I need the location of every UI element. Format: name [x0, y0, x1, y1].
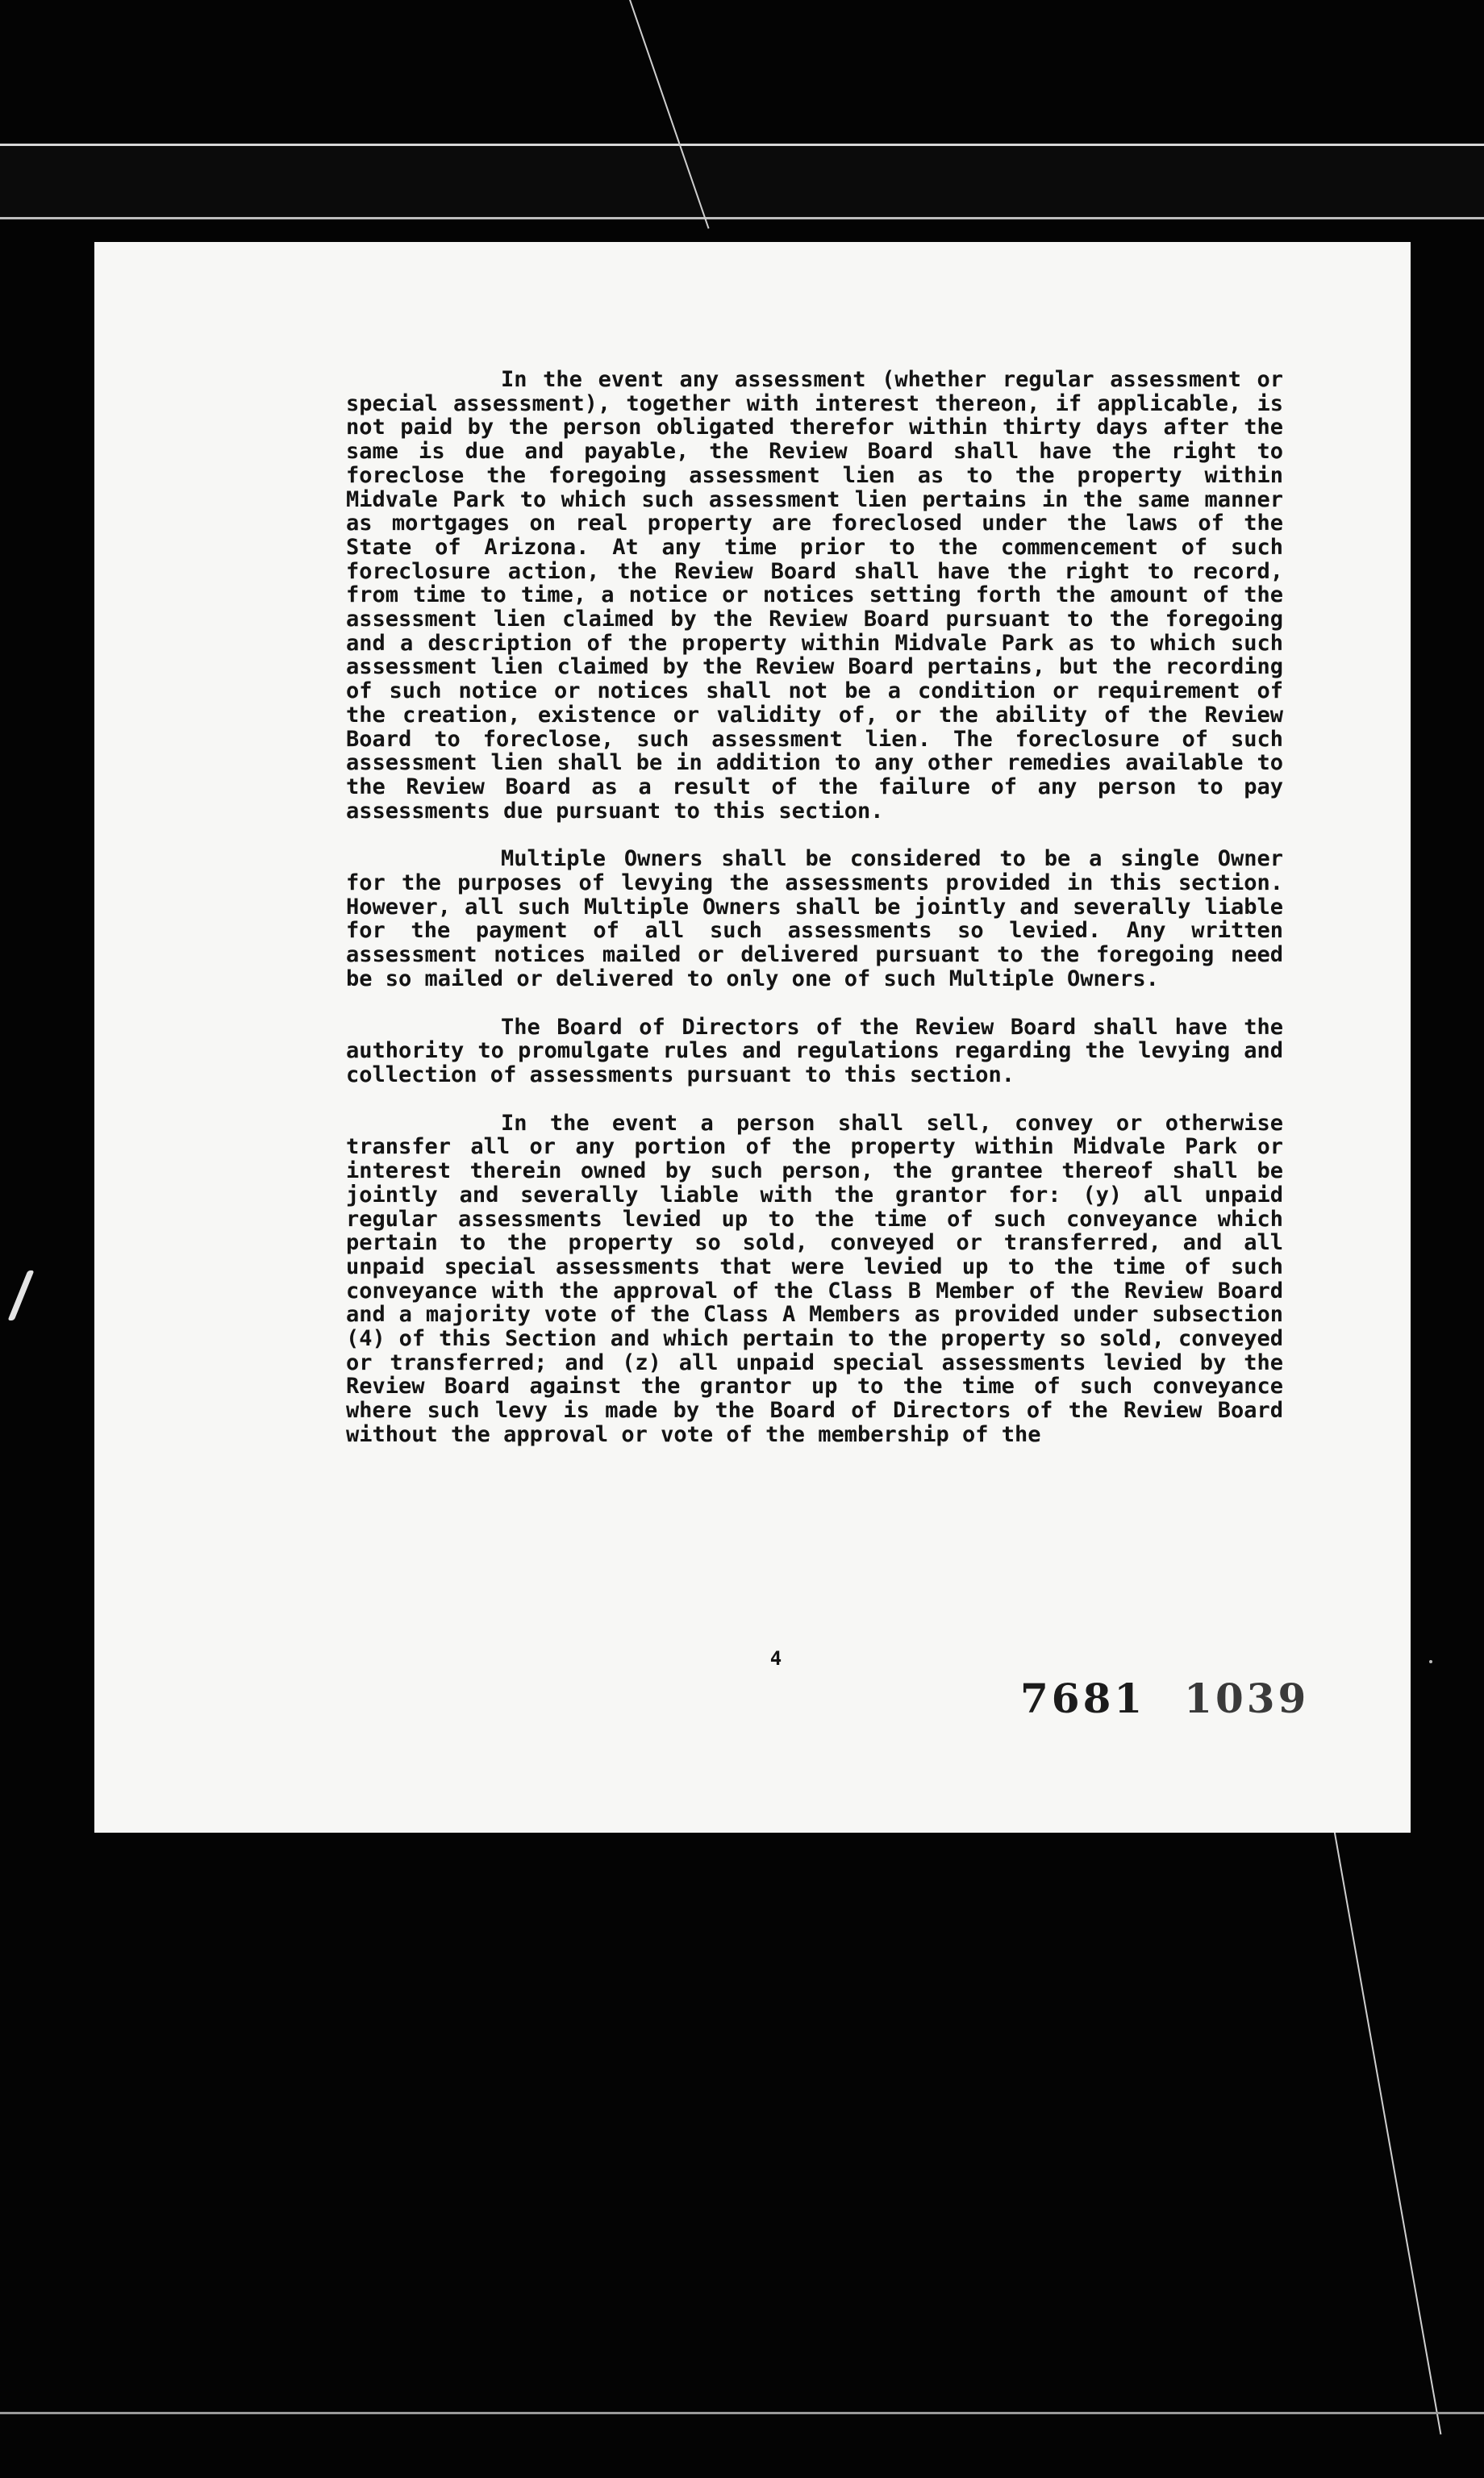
scanner-top-band: [0, 144, 1484, 219]
stamp-book-number: 7681: [1020, 1675, 1146, 1722]
scan-speck: [1429, 1660, 1432, 1663]
paragraph-multiple-owners: Multiple Owners shall be considered to be a single Owner for the purposes of levying the assessments provided in this section. However, all such Multiple Owners shall be jointly and severally liable for the payment of all such assessments so levied. Any written assessment notices mailed or delivered pursuant to the foregoing need be so mailed or delivered to only one of such Multiple Owners.: [346, 846, 1283, 991]
paragraph-transfer-liability: In the event a person shall sell, convey or otherwise transfer all or any portion of the property within Midvale Park or interest therein owned by such person, the grantee thereof shall be jointly and severally liable with the grantor for: (y) all unpaid regular assessments levied up to the time of such conveyance which pertain to the property so sold, conveyed or transferred, and all unpaid special assessments that were levied up to the time of such conveyance with the approval of the Class B Member of the Review Board and a majority vote of the Class A Members as provided under subsection (4) of this Section and which pertain to the property so sold, conveyed or transferred; and (z) all unpaid special assessments levied by the Review Board against the grantor up to the time of such conveyance where such levy is made by the Board of Directors of the Review Board without the approval or vote of the membership of the: [346, 1110, 1283, 1447]
scanner-bottom-rule: [0, 2412, 1484, 2414]
margin-mark: [7, 1270, 34, 1320]
document-page: [94, 242, 1411, 1833]
recording-stamp: [1020, 1675, 1309, 1722]
page-number: 4: [769, 1647, 782, 1670]
document-body: [346, 368, 1283, 1471]
paragraph-foreclosure: In the event any assessment (whether regular assessment or special assessment), together with interest thereon, if applicable, is not paid by the person obligated therefor within thirty days after the same is due and payable, the Review Board shall have the right to foreclose the foregoing assessment lien as to the property within Midvale Park to which such assessment lien pertains in the same manner as mortgages on real property are foreclosed under the laws of the State of Arizona. At any time prior to the commencement of such foreclosure action, the Review Board shall have the right to record, from time to time, a notice or notices setting forth the amount of the assessment lien claimed by the Review Board pursuant to the foregoing and a description of the property within Midvale Park as to which such assessment lien claimed by the Review Board pertains, but the recording of such notice or notices shall not be a condition or requirement of the creation, existence or validity of, or the ability of the Review Board to foreclose, such assessment lien. The foreclosure of such assessment lien shall be in addition to any other remedies available to the Review Board as a result of the failure of any person to pay assessments due pursuant to this section.: [346, 367, 1283, 824]
stamp-page-number: 1039: [1184, 1675, 1310, 1722]
scan-crease-bottom: [1331, 1815, 1441, 2434]
paragraph-board-authority: The Board of Directors of the Review Board shall have the authority to promulgate rules and regulations regarding the levying and collection of assessments pursuant to this section.: [346, 1014, 1283, 1087]
